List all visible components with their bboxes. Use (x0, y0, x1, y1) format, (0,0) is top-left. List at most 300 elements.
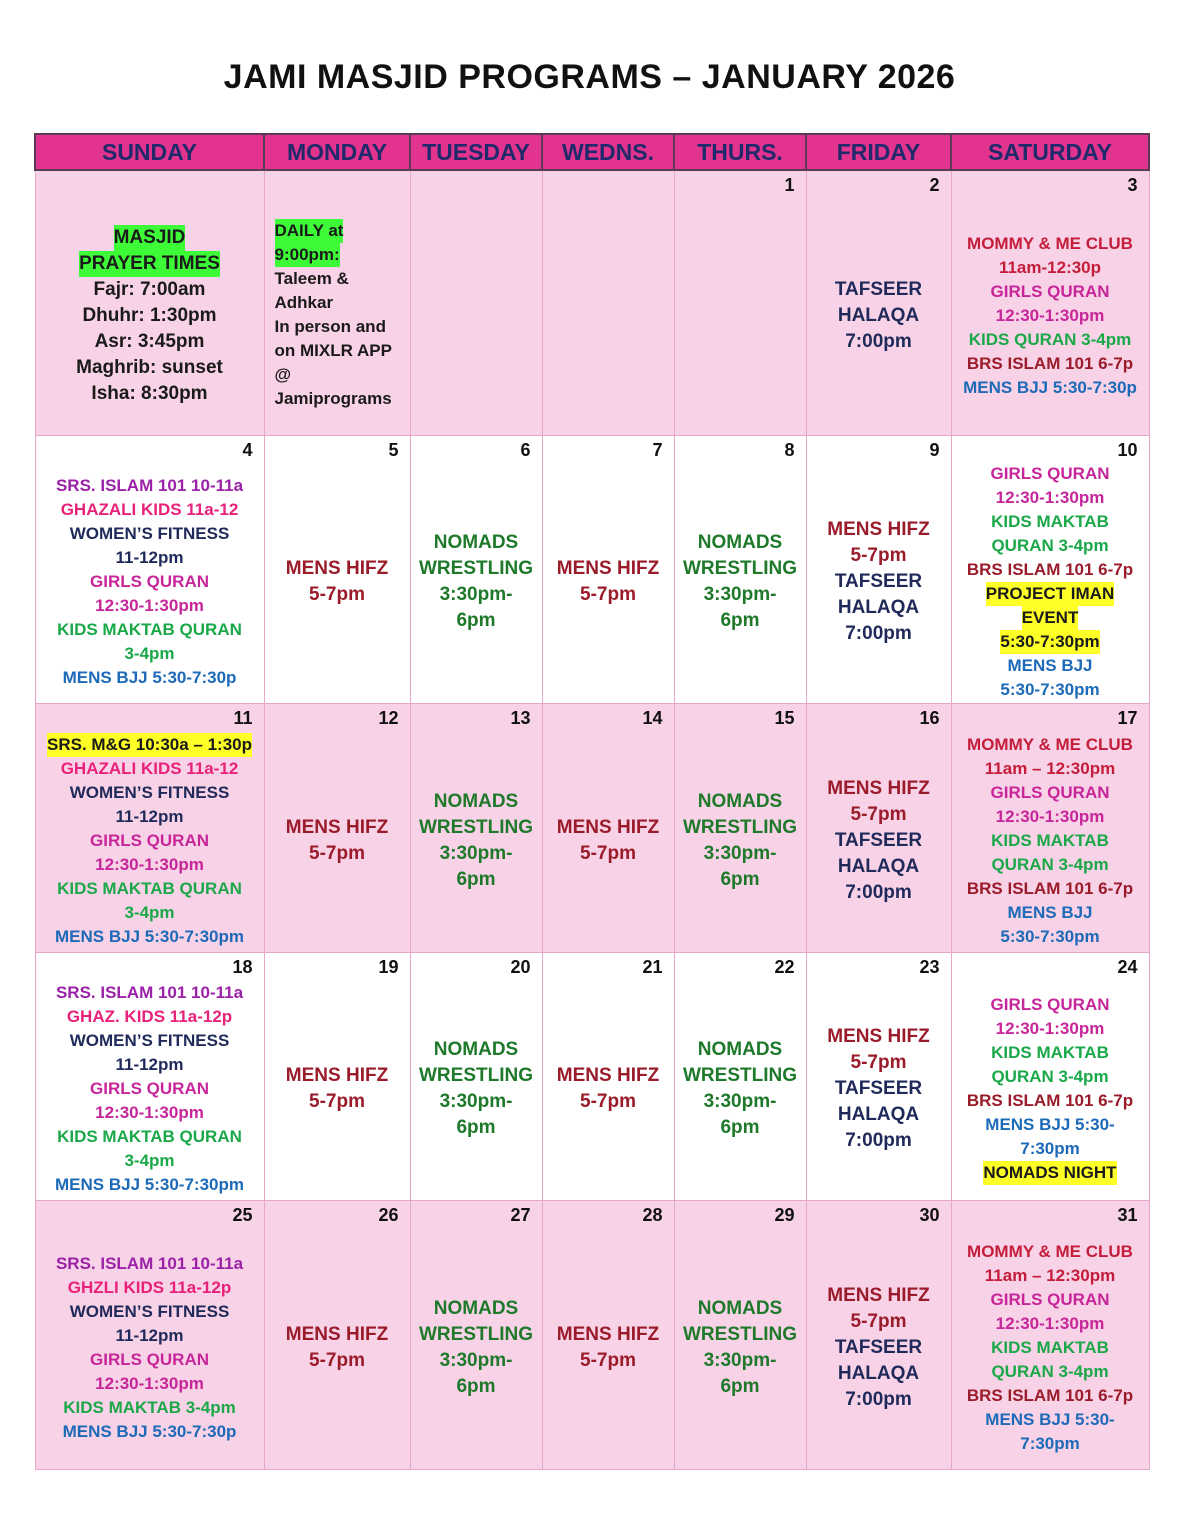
event-line: MENS HIFZ (827, 519, 930, 540)
event-list (36, 1227, 264, 1469)
event-line: 3:30pm- (439, 1349, 513, 1371)
day-number: 11 (233, 707, 253, 728)
event-line: 12:30-1:30pm (95, 854, 204, 874)
event-line: MENS BJJ 5:30-7:30p (62, 668, 237, 687)
event-line: SRS. ISLAM 101 10-11a (55, 476, 244, 495)
event-line: KIDS MAKTAB (991, 1337, 1109, 1357)
day-cell-content (36, 953, 264, 1200)
event-list (952, 730, 1149, 952)
day-cell-content (411, 1201, 542, 1469)
event-line: GIRLS QURAN (90, 572, 209, 591)
day-cell-content (543, 436, 674, 703)
event-line: BRS ISLAM 101 6-7p (966, 878, 1134, 898)
event-line: 11-12pm (115, 548, 184, 567)
event-line: MENS HIFZ (285, 558, 389, 579)
event-line: TAFSEER (834, 1336, 923, 1358)
event-line: Adhkar (274, 293, 334, 312)
event-line: 11am-12:30p (998, 257, 1102, 277)
day-cell (410, 952, 542, 1200)
day-cell (35, 703, 264, 952)
week-row (35, 952, 1149, 1200)
day-cell (35, 435, 264, 703)
day-number: 6 (520, 439, 531, 460)
event-line: @ (274, 365, 292, 384)
day-cell-content (807, 704, 951, 952)
event-line: KIDS MAKTAB (991, 830, 1109, 850)
event-line: WOMEN’S FITNESS (69, 524, 230, 543)
event-line: 3:30pm- (703, 584, 777, 605)
week-row (35, 1200, 1149, 1469)
day-cell (264, 703, 410, 952)
day-cell-content (952, 1201, 1149, 1469)
weekday-header: WEDNS. (542, 134, 674, 170)
event-line: WRESTLING (419, 816, 533, 838)
day-cell (674, 435, 806, 703)
day-cell-content (807, 953, 951, 1200)
day-cell (951, 703, 1149, 952)
day-cell (264, 952, 410, 1200)
event-line: 6pm (720, 1117, 760, 1138)
event-line: 3:30pm- (703, 842, 777, 864)
event-line: QURAN 3-4pm (991, 536, 1109, 555)
day-number: 25 (232, 1204, 253, 1225)
event-line: 5-7pm (580, 842, 636, 864)
week-row (35, 703, 1149, 952)
day-cell (35, 1200, 264, 1469)
event-list (265, 462, 410, 703)
event-line: WRESTLING (419, 1065, 533, 1086)
day-cell-content (807, 436, 951, 703)
event-line: 11am – 12:30pm (984, 1265, 1116, 1285)
event-line: 5-7pm (850, 1310, 907, 1332)
day-cell (410, 435, 542, 703)
event-line: GIRLS QURAN (90, 1079, 209, 1098)
day-cell (806, 1200, 951, 1469)
event-line: 6pm (456, 1117, 496, 1138)
event-line: GHAZ. KIDS 11a-12p (66, 1007, 233, 1026)
highlighted-event-line: 5:30-7:30pm (1000, 630, 1099, 654)
week-row (35, 170, 1149, 435)
event-line: 3-4pm (124, 644, 175, 663)
event-line: on MIXLR APP (274, 341, 392, 360)
event-list (543, 1227, 674, 1469)
event-line: WOMEN’S FITNESS (69, 1301, 230, 1321)
event-line: 7:00pm (845, 623, 912, 644)
day-cell-content (807, 171, 951, 435)
day-number: 8 (784, 439, 795, 460)
day-cell (806, 435, 951, 703)
event-line: KIDS MAKTAB QURAN (57, 878, 242, 898)
event-line: TAFSEER (834, 571, 923, 592)
event-line: 6pm (720, 1375, 760, 1397)
weekday-header: MONDAY (264, 134, 410, 170)
event-line: 5-7pm (309, 842, 365, 864)
day-cell (674, 1200, 806, 1469)
event-line: WOMEN’S FITNESS (69, 782, 230, 802)
day-cell (542, 952, 674, 1200)
event-line: WRESTLING (683, 1065, 797, 1086)
day-number: 23 (919, 956, 940, 977)
event-line: 5-7pm (850, 803, 907, 825)
day-number: 17 (1117, 707, 1138, 728)
event-line: MOMMY & ME CLUB (967, 734, 1133, 754)
event-line: SRS. ISLAM 101 10-11a (55, 1253, 244, 1273)
event-line: MENS HIFZ (827, 1026, 930, 1047)
day-cell-content (952, 704, 1149, 952)
event-line: 12:30-1:30pm (995, 1313, 1105, 1333)
event-line: 6pm (456, 610, 496, 631)
day-cell-content (543, 953, 674, 1200)
event-line: 6pm (720, 610, 760, 631)
event-line: MENS BJJ (1007, 902, 1093, 922)
event-line: 7:00pm (845, 881, 912, 903)
highlighted-event-line: SRS. M&G 10:30a – 1:30p (47, 733, 252, 757)
event-line: MOMMY & ME CLUB (967, 233, 1133, 253)
weekday-header: FRIDAY (806, 134, 951, 170)
calendar-grid (34, 133, 1150, 1470)
event-line: NOMADS (697, 1297, 783, 1319)
day-cell (951, 952, 1149, 1200)
event-line: 5-7pm (580, 1091, 636, 1112)
day-number: 19 (378, 956, 399, 977)
event-line: 5-7pm (580, 584, 636, 605)
day-cell (951, 170, 1149, 435)
highlighted-event-line: EVENT (1022, 606, 1079, 630)
event-line: TAFSEER (834, 278, 923, 300)
event-list (675, 1227, 806, 1469)
event-line: KIDS MAKTAB QURAN (57, 620, 242, 639)
event-line: 3:30pm- (439, 584, 513, 605)
day-cell-content (265, 704, 410, 952)
day-cell-content (36, 436, 264, 703)
event-line: 7:00pm (845, 1388, 912, 1410)
day-cell-content (807, 1201, 951, 1469)
event-line: MENS BJJ 5:30-7:30p (62, 1421, 237, 1441)
day-cell-content (265, 953, 410, 1200)
event-line: NOMADS (433, 1297, 519, 1319)
highlighted-event-line: DAILY at (275, 219, 344, 243)
event-line: GIRLS QURAN (90, 1349, 209, 1369)
day-cell (674, 703, 806, 952)
event-line: KIDS MAKTAB 3-4pm (63, 1397, 236, 1417)
event-line: Fajr: 7:00am (93, 278, 206, 300)
day-cell (410, 170, 542, 435)
day-number: 13 (510, 707, 531, 728)
event-line: HALAQA (837, 597, 920, 618)
event-list (265, 979, 410, 1200)
event-line: MENS BJJ 5:30-7:30p (963, 377, 1137, 397)
event-line: GIRLS QURAN (990, 464, 1110, 483)
day-number: 26 (378, 1204, 399, 1225)
event-line: GIRLS QURAN (990, 782, 1110, 802)
event-line: NOMADS (433, 1039, 519, 1060)
day-cell-content (265, 171, 410, 435)
event-list (265, 730, 410, 952)
day-number: 22 (774, 956, 795, 977)
day-cell (410, 1200, 542, 1469)
day-number: 30 (919, 1204, 940, 1225)
day-cell-content (675, 704, 806, 952)
day-cell-content (36, 171, 264, 435)
event-line: NOMADS (697, 790, 783, 812)
day-number: 29 (774, 1204, 795, 1225)
event-list (265, 1227, 410, 1469)
event-line: 5:30-7:30pm (1000, 680, 1100, 699)
event-line: MENS HIFZ (556, 1323, 660, 1345)
event-list (675, 462, 806, 703)
event-line: NOMADS (433, 532, 519, 553)
event-line: TAFSEER (834, 1078, 923, 1099)
day-cell-content (411, 704, 542, 952)
event-line: 12:30-1:30pm (995, 305, 1105, 325)
event-line: 5-7pm (309, 1091, 365, 1112)
event-list (952, 462, 1149, 703)
day-number: 15 (774, 707, 795, 728)
weekday-header: TUESDAY (410, 134, 542, 170)
event-line: GIRLS QURAN (990, 995, 1110, 1014)
event-line: WRESTLING (683, 558, 797, 579)
day-cell-content (675, 436, 806, 703)
event-line: MENS BJJ 5:30-7:30pm (55, 926, 244, 946)
weekday-header: THURS. (674, 134, 806, 170)
event-line: 3-4pm (124, 1151, 175, 1170)
day-cell (542, 703, 674, 952)
day-number: 18 (232, 956, 253, 977)
event-list (807, 197, 951, 435)
event-line: MENS HIFZ (556, 816, 660, 838)
event-list (952, 979, 1149, 1200)
day-cell (806, 952, 951, 1200)
event-line: 5-7pm (850, 1052, 907, 1073)
event-line: MENS HIFZ (285, 1065, 389, 1086)
event-line: MENS HIFZ (285, 816, 389, 838)
event-line: HALAQA (837, 1362, 920, 1384)
day-cell-content (411, 436, 542, 703)
day-cell-content (36, 704, 264, 952)
day-number: 4 (242, 439, 253, 460)
event-line: 5-7pm (309, 1349, 365, 1371)
event-line: 7:30pm (1020, 1433, 1080, 1453)
day-number: 10 (1117, 439, 1138, 460)
event-line: BRS ISLAM 101 6-7p (966, 353, 1134, 373)
day-cell-content (675, 1201, 806, 1469)
event-line: MENS BJJ (1007, 656, 1093, 675)
event-line: GHZLI KIDS 11a-12p (67, 1277, 232, 1297)
event-list (807, 730, 951, 952)
day-cell-content (411, 171, 542, 435)
event-line: 5-7pm (309, 584, 365, 605)
event-list (411, 197, 542, 435)
day-cell-content (952, 436, 1149, 703)
day-cell (35, 170, 264, 435)
event-line: KIDS QURAN 3-4pm (968, 329, 1132, 349)
event-line: 6pm (456, 868, 496, 890)
event-line: Isha: 8:30pm (91, 382, 208, 404)
day-number: 27 (510, 1204, 531, 1225)
event-line: HALAQA (837, 304, 920, 326)
event-line: 11am – 12:30pm (984, 758, 1116, 778)
highlighted-event-line: PROJECT IMAN (986, 582, 1114, 606)
event-line: GHAZALI KIDS 11a-12 (60, 500, 239, 519)
day-number: 31 (1117, 1204, 1138, 1225)
weekday-header-row (35, 134, 1149, 170)
day-cell (806, 170, 951, 435)
event-line: BRS ISLAM 101 6-7p (966, 1091, 1134, 1110)
event-line: 3:30pm- (439, 842, 513, 864)
event-line: BRS ISLAM 101 6-7p (966, 560, 1134, 579)
event-line: 12:30-1:30pm (995, 488, 1105, 507)
day-cell-content (543, 704, 674, 952)
event-list (675, 197, 806, 435)
event-list (952, 1227, 1149, 1469)
day-number: 21 (642, 956, 663, 977)
event-line: GHAZALI KIDS 11a-12 (60, 758, 239, 778)
event-list (543, 730, 674, 952)
event-list (543, 462, 674, 703)
day-cell-content (675, 171, 806, 435)
event-line: KIDS MAKTAB (991, 512, 1109, 531)
day-cell (951, 435, 1149, 703)
event-line: MENS HIFZ (827, 777, 930, 799)
day-number: 7 (652, 439, 663, 460)
event-line: MENS HIFZ (285, 1323, 389, 1345)
day-cell-content (543, 171, 674, 435)
event-list (265, 219, 410, 435)
event-line: KIDS MAKTAB QURAN (57, 1127, 242, 1146)
event-line: WRESTLING (683, 816, 797, 838)
event-line: In person and (274, 317, 386, 336)
event-line: 12:30-1:30pm (95, 1373, 204, 1393)
highlighted-event-line: 9:00pm: (275, 243, 340, 267)
event-line: 7:00pm (845, 1130, 912, 1151)
day-cell-content (543, 1201, 674, 1469)
event-list (36, 197, 264, 435)
event-line: MENS BJJ 5:30-7:30pm (55, 1175, 244, 1194)
event-line: WRESTLING (419, 558, 533, 579)
day-cell (264, 1200, 410, 1469)
day-number: 9 (929, 439, 940, 460)
event-line: GIRLS QURAN (90, 830, 209, 850)
day-number: 14 (642, 707, 663, 728)
day-cell (674, 952, 806, 1200)
event-list (411, 730, 542, 952)
event-line: 5:30-7:30pm (1000, 926, 1100, 946)
day-number: 24 (1117, 956, 1138, 977)
event-line: Dhuhr: 1:30pm (82, 304, 217, 326)
day-cell (542, 435, 674, 703)
event-line: BRS ISLAM 101 6-7p (966, 1385, 1134, 1405)
weekday-header: SUNDAY (35, 134, 264, 170)
event-line: NOMADS (433, 790, 519, 812)
event-list (807, 462, 951, 703)
day-cell-content (265, 1201, 410, 1469)
event-list (36, 730, 264, 952)
day-cell (951, 1200, 1149, 1469)
event-line: Jamiprograms (274, 389, 392, 408)
event-line: 3-4pm (124, 902, 175, 922)
event-list (952, 197, 1149, 435)
event-list (36, 462, 264, 703)
day-cell (35, 952, 264, 1200)
event-line: 12:30-1:30pm (995, 1019, 1105, 1038)
event-line: 6pm (456, 1375, 496, 1397)
highlighted-event-line: NOMADS NIGHT (983, 1161, 1116, 1185)
day-cell (264, 170, 410, 435)
day-cell (410, 703, 542, 952)
event-line: Asr: 3:45pm (94, 330, 205, 352)
week-row (35, 435, 1149, 703)
event-line: 11-12pm (115, 806, 184, 826)
event-line: GIRLS QURAN (990, 281, 1110, 301)
event-line: 5-7pm (580, 1349, 636, 1371)
event-list (411, 979, 542, 1200)
event-line: TAFSEER (834, 829, 923, 851)
day-number: 5 (388, 439, 399, 460)
event-line: Maghrib: sunset (76, 356, 223, 378)
event-list (543, 197, 674, 435)
day-cell-content (675, 953, 806, 1200)
day-cell-content (411, 953, 542, 1200)
event-line: 3:30pm- (703, 1091, 777, 1112)
day-number: 2 (929, 175, 940, 195)
event-list (675, 979, 806, 1200)
event-line: 7:00pm (845, 330, 912, 352)
event-line: QURAN 3-4pm (991, 1361, 1109, 1381)
event-line: MENS HIFZ (556, 558, 660, 579)
event-line: GIRLS QURAN (990, 1289, 1110, 1309)
event-line: MENS BJJ 5:30- (985, 1409, 1115, 1429)
event-line: 3:30pm- (703, 1349, 777, 1371)
highlighted-event-line: PRAYER TIMES (79, 251, 220, 277)
event-list (675, 730, 806, 952)
event-line: MENS HIFZ (556, 1065, 660, 1086)
day-number: 20 (510, 956, 531, 977)
event-line: QURAN 3-4pm (991, 854, 1109, 874)
event-line: NOMADS (697, 532, 783, 553)
event-line: 11-12pm (115, 1325, 184, 1345)
event-line: Taleem & (274, 269, 349, 288)
event-line: KIDS MAKTAB (991, 1043, 1109, 1062)
day-cell-content (952, 171, 1149, 435)
event-list (807, 979, 951, 1200)
day-number: 3 (1127, 175, 1138, 195)
day-cell-content (36, 1201, 264, 1469)
day-number: 28 (642, 1204, 663, 1225)
day-cell (264, 435, 410, 703)
event-list (411, 462, 542, 703)
event-line: 12:30-1:30pm (995, 806, 1105, 826)
event-line: 7:30pm (1020, 1139, 1080, 1158)
day-cell (806, 703, 951, 952)
event-list (807, 1227, 951, 1469)
event-line: 12:30-1:30pm (95, 596, 204, 615)
highlighted-event-line: MASJID (114, 225, 186, 251)
event-line: QURAN 3-4pm (991, 1067, 1109, 1086)
event-line: WRESTLING (419, 1323, 533, 1345)
day-cell-content (952, 953, 1149, 1200)
day-cell-content (265, 436, 410, 703)
event-line: NOMADS (697, 1039, 783, 1060)
event-line: 5-7pm (850, 545, 907, 566)
event-line: WRESTLING (683, 1323, 797, 1345)
event-line: MOMMY & ME CLUB (967, 1241, 1133, 1261)
event-line: 11-12pm (115, 1055, 184, 1074)
event-list (411, 1227, 542, 1469)
day-number: 1 (784, 175, 795, 195)
day-cell (674, 170, 806, 435)
event-line: 6pm (720, 868, 760, 890)
event-line: SRS. ISLAM 101 10-11a (55, 983, 244, 1002)
